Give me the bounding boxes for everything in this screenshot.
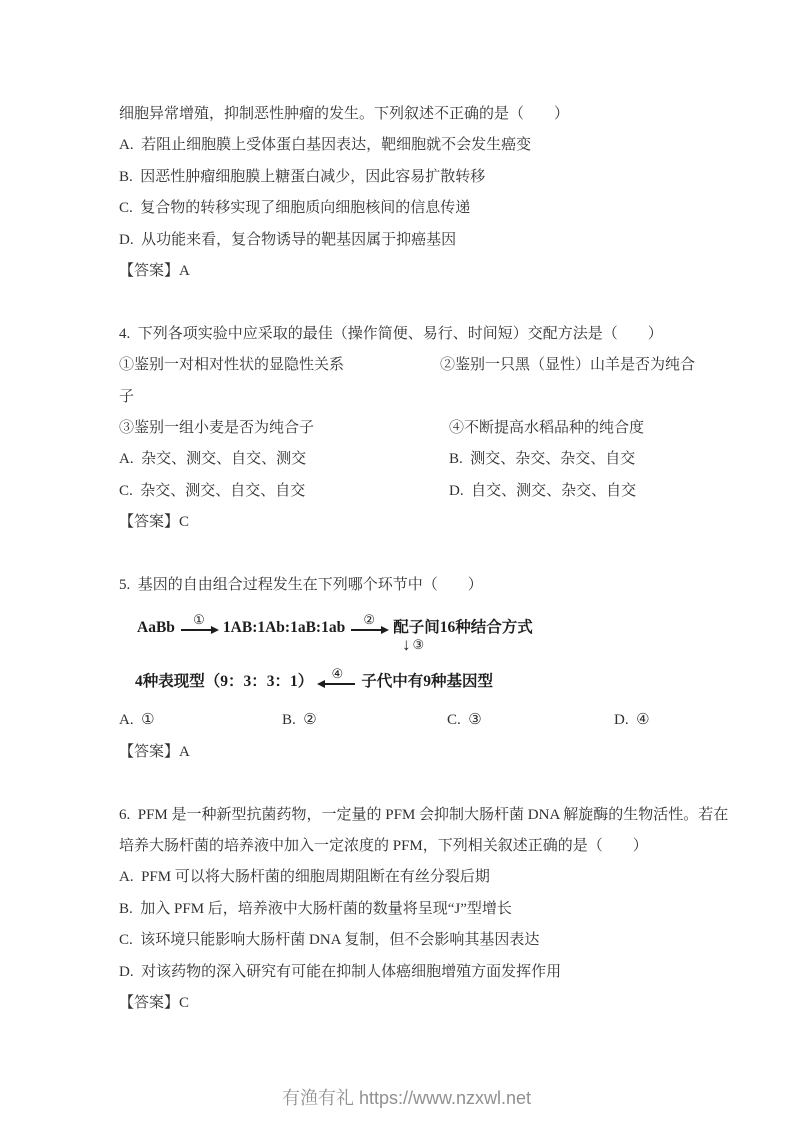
question-5-option-b: B. ② [282, 712, 317, 729]
watermark-text: 有渔有礼 https://www.nzxwl.net [281, 1088, 532, 1108]
question-4-block [119, 319, 696, 539]
diagram-bottom-row [135, 667, 493, 691]
question-6-option-d: D. 对该药物的深入研究有可能在抑制人体癌细胞增殖方面发挥作用 [119, 963, 562, 980]
document-content [119, 99, 729, 1020]
spacer [119, 287, 677, 318]
circled-3-label: ③ [412, 637, 425, 653]
diagram-step-3-arrow [402, 635, 424, 654]
question-6-answer: 【答案】C [119, 995, 190, 1012]
circled-4-label: ④ [331, 666, 344, 682]
diagram-parent-genotype: AaBb [137, 618, 175, 636]
question-4-item-4: ④不断提高水稻品种的纯合度 [449, 420, 645, 437]
circled-1-label: ① [193, 612, 205, 628]
question-5-answer: 【答案】A [119, 743, 190, 760]
diagram-genotypes-text: 子代中有9种基因型 [361, 672, 494, 690]
question-4-option-d: D. 自交、测交、杂交、自交 [449, 482, 637, 499]
question-4-item-2-continuation: 子 [119, 388, 135, 405]
diagram-combinations-text: 配子间16种结合方式 [393, 618, 533, 636]
question-4-option-a: A. 杂交、测交、自交、测交 [119, 451, 307, 468]
question-5-block [119, 570, 677, 768]
question-5-option-d: D. ④ [614, 712, 650, 729]
down-arrow-icon: ↓ [402, 635, 411, 655]
question-4-options-row-2 [119, 476, 677, 507]
question-3-answer: 【答案】A [119, 263, 190, 280]
question-3-option-c: C. 复合物的转移实现了细胞质向细胞核间的信息传递 [119, 200, 471, 217]
diagram-step-1-arrow [181, 613, 217, 631]
spacer [119, 768, 677, 799]
question-6-option-a: A. PFM 可以将大肠杆菌的细胞周期阻断在有丝分裂后期 [119, 869, 490, 886]
question-3-option-d: D. 从功能来看，复合物诱导的靶基因属于抑癌基因 [119, 231, 457, 248]
diagram-step-4-arrow [319, 667, 355, 685]
question-4-item-1: ①鉴别一对相对性状的显隐性关系 [119, 357, 345, 374]
question-5-option-a: A. ① [119, 712, 155, 729]
question-4-item-2: ②鉴别一只黑（显性）山羊是否为纯合 [440, 357, 696, 374]
question-4-options-row-1 [119, 444, 677, 475]
spacer [119, 539, 677, 570]
diagram-gamete-ratio: 1AB:1Ab:1aB:1ab [222, 618, 346, 636]
right-arrow-icon [351, 629, 387, 631]
right-arrow-icon [181, 629, 217, 631]
question-4-items-row-2 [119, 413, 677, 444]
question-4-option-c: C. 杂交、测交、自交、自交 [119, 482, 306, 499]
question-3-stem: 细胞异常增殖，抑制恶性肿瘤的发生。下列叙述不正确的是（ ） [119, 106, 570, 122]
question-6-option-c: C. 该环境只能影响大肠杆菌 DNA 复制，但不会影响其基因表达 [119, 932, 540, 949]
diagram-phenotypes-text: 4种表现型（9：3：3：1） [135, 672, 314, 690]
left-arrow-icon [319, 683, 355, 685]
gene-recombination-flow-diagram [119, 601, 677, 705]
question-4-option-b: B. 测交、杂交、杂交、自交 [449, 451, 636, 468]
question-6-block [119, 800, 729, 1020]
question-6-option-b: B. 加入 PFM 后，培养液中大肠杆菌的数量将呈现“J”型增长 [119, 900, 512, 917]
question-3-option-b: B. 因恶性肿瘤细胞膜上糖蛋白减少，因此容易扩散转移 [119, 168, 486, 185]
question-4-stem: 4. 下列各项实验中应采取的最佳（操作简便、易行、时间短）交配方法是（ ） [119, 325, 663, 342]
question-4-answer: 【答案】C [119, 514, 190, 531]
site-watermark [0, 1062, 793, 1122]
question-5-options-row [119, 705, 677, 736]
question-6-stem-line-2: 培养大肠杆菌的培养液中加入一定浓度的 PFM，下列相关叙述正确的是（ ） [119, 838, 648, 855]
question-6-stem-line-1: 6. PFM 是一种新型抗菌药物，一定量的 PFM 会抑制大肠杆菌 DNA 解旋酶的生物活性。若在 [119, 806, 729, 823]
question-3-block [119, 99, 677, 287]
question-4-item-3: ③鉴别一组小麦是否为纯合子 [119, 420, 315, 437]
question-5-option-c: C. ③ [447, 712, 482, 729]
question-4-items-row-1 [119, 350, 696, 381]
question-5-stem: 5. 基因的自由组合过程发生在下列哪个环节中（ ） [119, 577, 483, 594]
question-3-option-a: A. 若阻止细胞膜上受体蛋白基因表达，靶细胞就不会发生癌变 [119, 137, 532, 154]
circled-2-label: ② [363, 612, 376, 628]
diagram-top-row [137, 613, 533, 637]
diagram-step-2-arrow [351, 613, 387, 631]
